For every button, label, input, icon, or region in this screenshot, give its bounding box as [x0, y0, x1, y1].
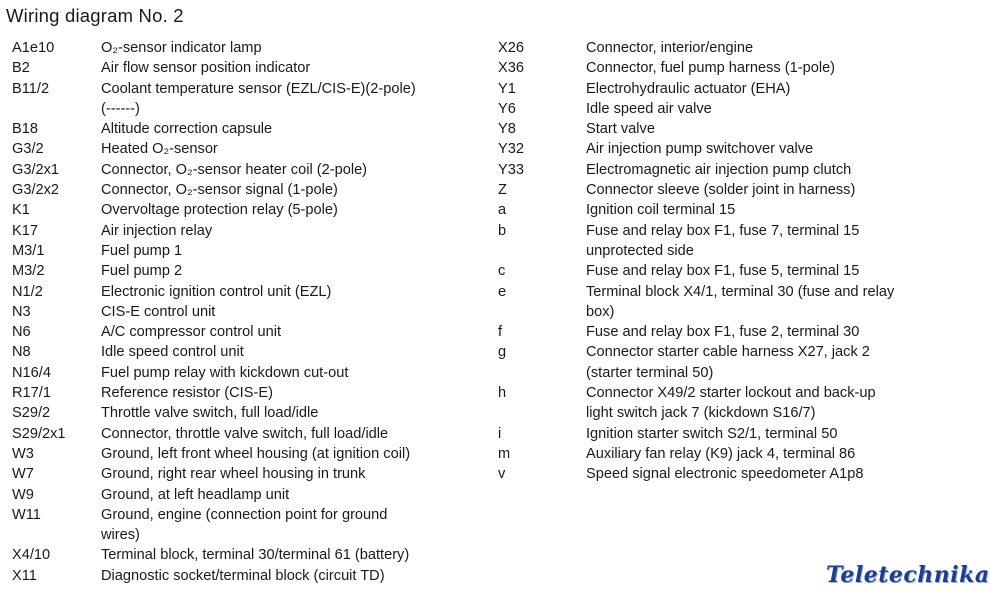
entry-description: [586, 58, 958, 78]
entry-description-line: Ignition starter switch S2/1, terminal 50: [586, 425, 838, 442]
entry-description-line: O₂-sensor indicator lamp: [101, 40, 262, 56]
entry-description-line: Coolant temperature sensor (EZL/CIS-E)(2-pole): [101, 80, 416, 97]
entry-code: Y33: [498, 161, 524, 178]
legend-entry: [498, 99, 958, 119]
entry-description: [101, 505, 482, 546]
entry-description-line: Reference resistor (CIS-E): [101, 385, 273, 402]
entry-description: [586, 444, 958, 464]
entry-code: f: [498, 324, 503, 341]
legend-column-left: [12, 38, 482, 586]
entry-description-line: Idle speed control unit: [101, 344, 244, 361]
entry-code: Y8: [498, 121, 516, 138]
legend-entry: [12, 180, 482, 200]
watermark-logo: Teletechnika: [826, 562, 990, 588]
entry-description-line: Connector starter cable harness X27, jack 2: [586, 344, 870, 361]
entry-description-line: Diagnostic socket/terminal block (circuit TD): [101, 567, 385, 584]
entry-description: [101, 58, 482, 78]
entry-description-line: Fuse and relay box F1, fuse 5, terminal 15: [586, 263, 860, 280]
entry-code: K17: [12, 222, 38, 239]
entry-description: [586, 38, 958, 58]
entry-code: N6: [12, 324, 31, 341]
legend-entry: [498, 180, 958, 200]
legend-entry: [12, 38, 482, 58]
entry-description: [586, 139, 958, 159]
legend-column-right: [498, 38, 958, 485]
legend-entry: [12, 464, 482, 484]
entry-description: [586, 342, 958, 383]
legend-entry: [12, 566, 482, 586]
entry-code: X11: [12, 567, 37, 584]
legend-entry: [498, 79, 958, 99]
entry-description-line: Fuel pump 2: [101, 263, 183, 280]
entry-code: G3/2x2: [12, 182, 60, 199]
entry-code: v: [498, 466, 506, 483]
entry-description-line: Ground, right rear wheel housing in trunk: [101, 466, 366, 483]
entry-code: W3: [12, 445, 34, 462]
entry-description-line: Air injection relay: [101, 222, 213, 239]
entry-description-line: Air injection pump switchover valve: [586, 141, 814, 158]
entry-code: g: [498, 344, 507, 361]
entry-description-line: Overvoltage protection relay (5-pole): [101, 202, 338, 219]
entry-description: [101, 282, 482, 302]
entry-code: c: [498, 263, 506, 280]
legend-entry: [498, 464, 958, 484]
legend-entry: [498, 424, 958, 444]
entry-code: A1e10: [12, 40, 55, 56]
entry-description-line: Fuel pump relay with kickdown cut-out: [101, 364, 349, 381]
legend-entry: [12, 302, 482, 322]
entry-code: S29/2x1: [12, 425, 66, 442]
entry-description: [101, 444, 482, 464]
legend-entry: [498, 58, 958, 78]
entry-description-line: Auxiliary fan relay (K9) jack 4, terminal 86: [586, 445, 856, 462]
entry-description: [101, 221, 482, 241]
entry-description-line: wires): [101, 527, 140, 544]
entry-code: Y6: [498, 100, 516, 117]
entry-description: [101, 424, 482, 444]
entry-description: [101, 180, 482, 200]
entry-description-line: (starter terminal 50): [586, 364, 714, 381]
legend-entry: [12, 58, 482, 78]
legend-entry: [498, 261, 958, 281]
entry-code: B2: [12, 60, 30, 77]
entry-description: [101, 38, 482, 58]
entry-description-line: Heated O₂-sensor: [101, 141, 218, 158]
entry-code: R17/1: [12, 385, 51, 402]
legend-entry: [12, 160, 482, 180]
entry-description: [101, 200, 482, 220]
entry-code: b: [498, 222, 507, 239]
entry-description-line: Ground, at left headlamp unit: [101, 486, 290, 503]
entry-description-line: Fuse and relay box F1, fuse 7, terminal 15: [586, 222, 860, 239]
entry-code: m: [498, 445, 511, 462]
legend-entry: [12, 505, 482, 546]
entry-description-line: Air flow sensor position indicator: [101, 60, 311, 77]
entry-code: X36: [498, 60, 524, 77]
legend-entry: [12, 79, 482, 120]
entry-description: [586, 383, 958, 424]
entry-description: [101, 119, 482, 139]
legend-entry: [12, 383, 482, 403]
legend-entry: [12, 444, 482, 464]
entry-description-line: Connector, throttle valve switch, full load/idle: [101, 425, 389, 442]
entry-description-line: Connector, interior/engine: [586, 40, 754, 56]
entry-description: [101, 403, 482, 423]
entry-description: [586, 221, 958, 262]
entry-description: [101, 545, 482, 565]
entry-description-line: Connector, O₂-sensor signal (1-pole): [101, 182, 338, 199]
entry-description: [586, 200, 958, 220]
entry-code: M3/1: [12, 242, 45, 259]
entry-description-line: Ground, engine (connection point for ground: [101, 506, 388, 523]
legend-entry: [12, 221, 482, 241]
entry-description: [101, 566, 482, 586]
entry-code: K1: [12, 202, 30, 219]
entry-description: [586, 119, 958, 139]
entry-code: B18: [12, 121, 38, 138]
legend-entry: [12, 545, 482, 565]
entry-description-line: light switch jack 7 (kickdown S16/7): [586, 405, 816, 422]
legend-entry: [12, 200, 482, 220]
entry-description-line: Electrohydraulic actuator (EHA): [586, 80, 791, 97]
entry-code: N16/4: [12, 364, 51, 381]
entry-description-line: Connector, O₂-sensor heater coil (2-pole): [101, 161, 368, 178]
entry-description: [101, 322, 482, 342]
entry-description-line: Electromagnetic air injection pump clutch: [586, 161, 852, 178]
entry-code: X26: [498, 40, 524, 56]
legend-entry: [12, 119, 482, 139]
entry-code: i: [498, 425, 502, 442]
legend-entry: [12, 342, 482, 362]
entry-description: [101, 464, 482, 484]
entry-description: [101, 383, 482, 403]
entry-code: W9: [12, 486, 34, 503]
entry-description: [586, 282, 958, 323]
entry-description-line: Connector, fuel pump harness (1-pole): [586, 60, 836, 77]
entry-code: M3/2: [12, 263, 45, 280]
entry-description: [586, 160, 958, 180]
entry-description-line: Start valve: [586, 121, 655, 138]
entry-description-line: Fuel pump 1: [101, 242, 183, 259]
entry-description: [101, 139, 482, 159]
legend-entry: [498, 342, 958, 383]
legend-entry: [12, 282, 482, 302]
legend-entry: [12, 261, 482, 281]
entry-description-line: Throttle valve switch, full load/idle: [101, 405, 319, 422]
entry-code: Y1: [498, 80, 516, 97]
entry-description-line: unprotected side: [586, 242, 694, 259]
entry-description: [586, 424, 958, 444]
entry-code: S29/2: [12, 405, 51, 422]
entry-description: [101, 241, 482, 261]
entry-description-line: Terminal block X4/1, terminal 30 (fuse and relay: [586, 283, 895, 300]
entry-description-line: Speed signal electronic speedometer A1p8: [586, 466, 864, 483]
entry-code: W7: [12, 466, 34, 483]
entry-description: [586, 464, 958, 484]
legend-entry: [12, 485, 482, 505]
entry-code: N3: [12, 303, 31, 320]
entry-description: [586, 79, 958, 99]
legend-entry: [498, 139, 958, 159]
legend-entry: [498, 119, 958, 139]
entry-description: [586, 99, 958, 119]
entry-code: h: [498, 385, 507, 402]
entry-code: Z: [498, 182, 507, 199]
entry-code: B11/2: [12, 80, 50, 97]
legend-entry: [12, 363, 482, 383]
entry-description-line: Connector X49/2 starter lockout and back-up: [586, 385, 876, 402]
legend-entry: [498, 160, 958, 180]
entry-code: a: [498, 202, 507, 219]
entry-description-line: A/C compressor control unit: [101, 324, 282, 341]
legend-entry: [498, 200, 958, 220]
entry-description-line: CIS-E control unit: [101, 303, 216, 320]
entry-description: [586, 180, 958, 200]
entry-description-line: Fuse and relay box F1, fuse 2, terminal 30: [586, 324, 860, 341]
page-title: Wiring diagram No. 2: [6, 5, 184, 26]
entry-description-line: Idle speed air valve: [586, 100, 712, 117]
legend-entry: [12, 424, 482, 444]
entry-description: [101, 79, 482, 120]
legend-entry: [498, 38, 958, 58]
legend-entry: [498, 282, 958, 323]
entry-code: e: [498, 283, 507, 300]
legend-entry: [498, 221, 958, 262]
entry-code: W11: [12, 506, 41, 523]
entry-code: G3/2x1: [12, 161, 60, 178]
entry-description-line: Ground, left front wheel housing (at ignition coil): [101, 445, 411, 462]
legend-entry: [498, 322, 958, 342]
entry-code: G3/2: [12, 141, 44, 158]
legend-entry: [12, 403, 482, 423]
entry-description-line: Connector sleeve (solder joint in harness): [586, 182, 856, 199]
entry-description-line: Altitude correction capsule: [101, 121, 273, 138]
legend-entry: [12, 241, 482, 261]
legend-entry: [12, 322, 482, 342]
legend-entry: [498, 444, 958, 464]
entry-code: Y32: [498, 141, 524, 158]
entry-description-line: Electronic ignition control unit (EZL): [101, 283, 332, 300]
entry-description: [101, 261, 482, 281]
entry-code: N1/2: [12, 283, 43, 300]
entry-description-line: box): [586, 303, 615, 320]
entry-description: [101, 160, 482, 180]
entry-code: N8: [12, 344, 31, 361]
entry-description: [101, 342, 482, 362]
entry-description-line: (------): [101, 100, 140, 117]
legend-entry: [12, 139, 482, 159]
entry-code: X4/10: [12, 547, 51, 564]
entry-description: [101, 302, 482, 322]
entry-description: [101, 485, 482, 505]
entry-description: [586, 322, 958, 342]
entry-description-line: Terminal block, terminal 30/terminal 61 (battery): [101, 547, 410, 564]
legend-entry: [498, 383, 958, 424]
entry-description-line: Ignition coil terminal 15: [586, 202, 736, 219]
entry-description: [101, 363, 482, 383]
entry-description: [586, 261, 958, 281]
